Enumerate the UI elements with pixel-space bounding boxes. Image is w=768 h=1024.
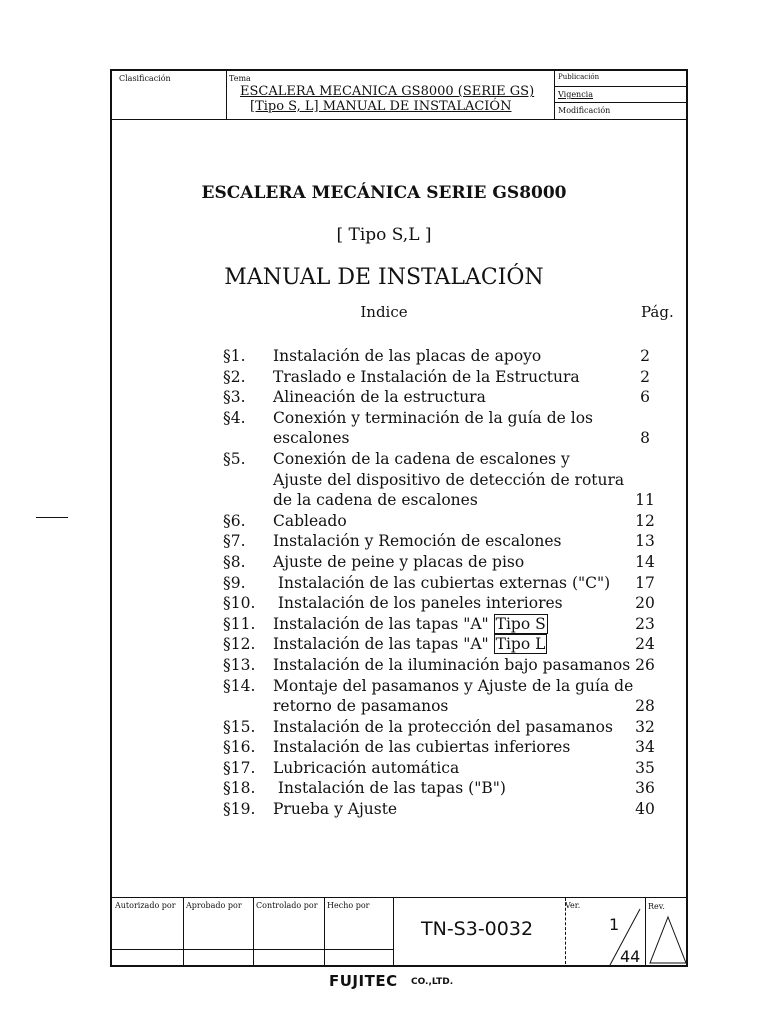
toc-section-number: §14. [223, 676, 256, 695]
toc-page-number: 32 [635, 717, 655, 736]
toc-section-number: §11. [223, 614, 256, 633]
manual-title: MANUAL DE INSTALACIÓN [224, 265, 544, 290]
toc-page-number: 2 [640, 347, 650, 365]
toc-page-number: 14 [635, 552, 655, 571]
toc-section-title [273, 676, 633, 697]
controlado-label: Controlado por [256, 901, 318, 910]
toc-row [0, 614, 768, 635]
toc-section-title [273, 346, 541, 367]
toc-row [0, 470, 768, 491]
toc-section-number: §9. [223, 573, 246, 592]
indice-heading: Indice [360, 303, 408, 321]
toc-title-text: Prueba y Ajuste [273, 800, 398, 819]
toc-title-text: Alineación de la estructura [273, 388, 486, 407]
footer-divider-5 [645, 897, 646, 967]
toc-row [0, 346, 768, 367]
toc-page-number: 24 [635, 635, 655, 654]
header-rule-pub [554, 86, 686, 87]
toc-section-title [273, 428, 349, 449]
toc-page-number: 6 [640, 388, 650, 407]
toc-row [0, 511, 768, 532]
toc-row [0, 737, 768, 758]
toc-section-title [273, 696, 448, 717]
toc-row [0, 717, 768, 738]
toc-title-text: Ajuste de peine y placas de piso [273, 552, 525, 571]
toc-section-title [273, 717, 613, 738]
toc-row [0, 676, 768, 697]
toc-row [0, 428, 768, 449]
toc-row [0, 593, 768, 614]
header-divider-2 [554, 71, 555, 119]
toc-section-number: §16. [223, 738, 256, 757]
toc-section-number: §7. [223, 532, 246, 551]
page-total: 44 [620, 947, 641, 966]
document-title: ESCALERA MECÁNICA SERIE GS8000 [201, 183, 567, 203]
toc-section-title [273, 367, 580, 388]
toc-section-title [273, 387, 486, 408]
toc-title-text: Instalación de las tapas ("B") [273, 779, 506, 798]
toc-page-number: 35 [635, 758, 655, 777]
toc-row [0, 696, 768, 717]
toc-row [0, 778, 768, 799]
toc-page-number: 12 [635, 511, 655, 530]
revision-triangle-icon [648, 915, 688, 965]
toc-section-number: §4. [223, 408, 246, 427]
toc-row [0, 799, 768, 820]
toc-page-number: 11 [635, 491, 655, 510]
toc-section-number: §15. [223, 717, 256, 736]
modificacion-label: Modificación [558, 106, 611, 115]
toc-title-text: escalones [273, 429, 350, 448]
header-rule-vig [554, 102, 686, 103]
toc-section-title [273, 552, 524, 573]
company-suffix: CO.,LTD. [411, 977, 454, 987]
toc-page-number: 8 [640, 429, 650, 448]
toc-section-number: §17. [223, 758, 256, 777]
tema-line-2: [Tipo S, L] MANUAL DE INSTALACIÓN [250, 99, 512, 114]
toc-section-number: §3. [223, 388, 246, 407]
rev-label: Rev. [648, 902, 665, 911]
toc-row [0, 367, 768, 388]
toc-section-number: §10. [223, 594, 256, 613]
toc-title-text: Conexión de la cadena de escalones y [273, 449, 570, 468]
table-of-contents [0, 346, 768, 820]
toc-row [0, 552, 768, 573]
toc-section-number: §12. [223, 635, 256, 654]
toc-title-text: Cableado [273, 511, 347, 530]
aprobado-label: Aprobado por [186, 901, 242, 910]
vigencia-label: Vigencia [558, 90, 594, 99]
autorizado-label: Autorizado por [115, 901, 176, 910]
toc-title-text: Instalación de la iluminación bajo pasamanos [273, 655, 631, 674]
toc-section-number: §2. [223, 367, 246, 386]
toc-boxed-type: Tipo L [495, 635, 546, 654]
toc-section-number: §18. [223, 779, 256, 798]
toc-section-title [273, 655, 630, 676]
toc-title-text: Lubricación automática [273, 758, 460, 777]
toc-title-text: Instalación de los paneles interiores [273, 594, 563, 613]
toc-page-number: 17 [635, 573, 655, 592]
ver-label: Ver. [565, 901, 581, 910]
toc-section-title [273, 614, 548, 635]
toc-title-text: Instalación de las cubiertas inferiores [273, 738, 571, 757]
toc-page-number: 26 [635, 655, 655, 674]
toc-section-title [273, 573, 610, 594]
company-logo: FUJITEC [329, 972, 398, 990]
tema-line-1: ESCALERA MECANICA GS8000 (SERIE GS) [240, 84, 535, 99]
clasificacion-label: Clasificación [119, 74, 171, 83]
toc-row [0, 758, 768, 779]
toc-section-number: §8. [223, 552, 246, 571]
toc-section-number: §6. [223, 511, 246, 530]
toc-section-title [273, 737, 570, 758]
toc-page-number: 20 [635, 594, 655, 613]
toc-section-title [273, 778, 506, 799]
footer-divider-1 [183, 897, 184, 967]
toc-title-text: Traslado e Instalación de la Estructura [273, 367, 580, 386]
header-divider-1 [226, 71, 227, 119]
footer-divider-4 [393, 897, 394, 967]
toc-title-text: Instalación de las cubiertas externas ("C") [273, 573, 611, 592]
toc-title-text: Instalación y Remoción de escalones [273, 532, 562, 551]
toc-section-title [273, 511, 347, 532]
toc-section-title [273, 531, 562, 552]
ver-dashed-divider [565, 898, 566, 964]
toc-title-text: de la cadena de escalones [273, 491, 478, 510]
toc-page-number: 28 [635, 697, 655, 716]
toc-title-text: Montaje del pasamanos y Ajuste de la guía de [273, 676, 634, 695]
toc-section-title [273, 593, 563, 614]
toc-page-number: 36 [635, 779, 655, 798]
publicacion-label: Publicación [558, 73, 600, 81]
header-bottom-rule [112, 119, 686, 120]
toc-section-number: §19. [223, 800, 256, 819]
toc-row [0, 531, 768, 552]
toc-section-title [273, 490, 478, 511]
toc-title-text: Conexión y terminación de la guía de los [273, 408, 593, 427]
toc-row [0, 408, 768, 429]
toc-page-number: 2 [640, 367, 650, 386]
toc-title-text: Instalación de la protección del pasamanos [273, 717, 613, 736]
tipo-subtitle: [ Tipo S,L ] [336, 225, 432, 245]
toc-row [0, 490, 768, 511]
footer-divider-3 [324, 897, 325, 967]
toc-section-number: §5. [223, 449, 246, 468]
toc-row [0, 387, 768, 408]
document-code: TN-S3-0032 [421, 918, 534, 940]
toc-section-title [273, 758, 459, 779]
toc-section-title [273, 408, 593, 429]
page-current: 1 [609, 915, 620, 934]
toc-row [0, 449, 768, 470]
toc-title-text: Ajuste del dispositivo de detección de rotura [273, 470, 625, 489]
footer-divider-2 [253, 897, 254, 967]
toc-title-text: Instalación de las tapas "A" [273, 635, 494, 654]
toc-section-title [273, 449, 570, 470]
toc-section-title [273, 634, 547, 655]
toc-title-text: Instalación de las tapas "A" [273, 614, 494, 633]
pag-heading: Pág. [641, 303, 674, 321]
toc-title-text: Instalación de las placas de apoyo [273, 347, 542, 365]
toc-row [0, 655, 768, 676]
toc-boxed-type: Tipo S [495, 614, 546, 633]
toc-page-number: 34 [635, 738, 655, 757]
toc-section-number: §1. [223, 347, 246, 365]
toc-row [0, 634, 768, 655]
tema-label: Tema [229, 74, 251, 83]
toc-page-number: 23 [635, 614, 655, 633]
toc-page-number: 13 [635, 532, 655, 551]
toc-section-title [273, 470, 624, 491]
toc-section-title [273, 799, 397, 820]
toc-section-number: §13. [223, 655, 256, 674]
toc-title-text: retorno de pasamanos [273, 697, 449, 716]
toc-row [0, 573, 768, 594]
hecho-label: Hecho por [327, 901, 370, 910]
toc-page-number: 40 [635, 800, 655, 819]
footer-top-rule [112, 897, 686, 898]
